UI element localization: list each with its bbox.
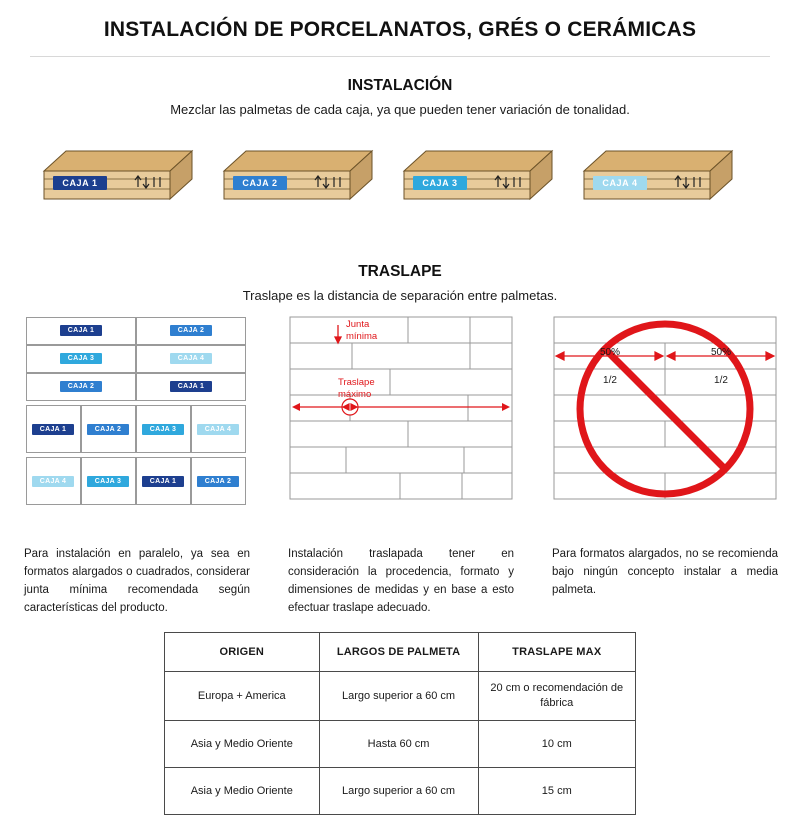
table-cell-largo: Largo superior a 60 cm <box>319 768 478 815</box>
box-label-1: CAJA 1 <box>53 176 107 190</box>
joint-min-label-line1: Junta <box>346 319 370 330</box>
table-header-traslape: TRASLAPE MAX <box>478 633 635 672</box>
tile-chip: CAJA 2 <box>60 381 102 392</box>
boxes-row <box>0 133 800 243</box>
caption-staggered: Instalación traslapada tener en consideración la procedencia, formato y dimensiones de medidas y en base a esto efectuar traslape adecuado. <box>288 548 514 614</box>
table-cell-traslape: 10 cm <box>478 721 635 768</box>
specs-table <box>164 632 636 815</box>
section-title-traslape: TRASLAPE <box>358 263 442 280</box>
page-title: INSTALACIÓN DE PORCELANATOS, GRÉS O CERÁMICAS <box>103 18 697 41</box>
caption-half-tile: Para formatos alargados, no se recomienda bajo ningún concepto instalar a media palmeta. <box>552 548 778 596</box>
table-cell-origen: Europa + America <box>165 672 320 721</box>
caption-parallel: Para instalación en paralelo, ya sea en formatos alargados o cuadrados, considerar junta mínima recomendada según características del producto. <box>24 548 250 614</box>
overlap-max-label-line2: máximo <box>338 389 372 400</box>
diagram-panels <box>0 317 800 537</box>
box-label-3: CAJA 3 <box>413 176 467 190</box>
overlap-max-label <box>338 377 375 401</box>
percent-left-label: 50% <box>599 347 620 358</box>
tile-chip: CAJA 4 <box>32 476 74 487</box>
section-subtitle-instalacion: Mezclar las palmetas de cada caja, ya que pueden tener variación de tonalidad. <box>170 102 630 117</box>
staggered-tiles-diagram <box>290 317 512 507</box>
tile-chip: CAJA 2 <box>170 325 212 336</box>
table-cell-traslape: 15 cm <box>478 768 635 815</box>
fraction-left-label: 1/2 <box>603 375 617 386</box>
carton-box-2 <box>218 133 378 233</box>
percent-right-label: 50% <box>710 347 731 358</box>
tile-chip: CAJA 1 <box>170 381 212 392</box>
box-label-4: CAJA 4 <box>593 176 647 190</box>
tile-chip: CAJA 1 <box>60 325 102 336</box>
title-divider <box>30 56 770 57</box>
table-row <box>165 721 636 768</box>
joint-min-label <box>346 319 377 343</box>
table-header-largos: LARGOS DE PALMETA <box>319 633 478 672</box>
table-header-origen: ORIGEN <box>165 633 320 672</box>
section-subtitle-traslape: Traslape es la distancia de separación entre palmetas. <box>242 288 558 303</box>
table-cell-traslape: 20 cm o recomendación de fábrica <box>478 672 635 721</box>
table-row <box>165 672 636 721</box>
tile-chip: CAJA 2 <box>197 476 239 487</box>
captions-row <box>0 545 800 637</box>
specs-table-wrapper <box>164 632 636 815</box>
half-tile-diagram <box>554 317 776 507</box>
table-cell-origen: Asia y Medio Oriente <box>165 721 320 768</box>
table-cell-largo: Largo superior a 60 cm <box>319 672 478 721</box>
tile-chip: CAJA 4 <box>197 424 239 435</box>
table-cell-origen: Asia y Medio Oriente <box>165 768 320 815</box>
tile-chip: CAJA 3 <box>60 353 102 364</box>
overlap-max-label-line1: Traslape <box>338 377 375 388</box>
panel-staggered-layout <box>290 317 512 527</box>
tile-chip: CAJA 3 <box>87 476 129 487</box>
table-row <box>165 768 636 815</box>
tile-chip: CAJA 1 <box>142 476 184 487</box>
tile-chip: CAJA 2 <box>87 424 129 435</box>
joint-min-label-line2: mínima <box>346 331 378 342</box>
carton-box-3 <box>398 133 558 233</box>
carton-box-4 <box>578 133 738 233</box>
fraction-right-label: 1/2 <box>714 375 728 386</box>
table-header-row <box>165 633 636 672</box>
section-title-instalacion: INSTALACIÓN <box>347 77 453 94</box>
tile-chip: CAJA 4 <box>170 353 212 364</box>
box-label-2: CAJA 2 <box>233 176 287 190</box>
tile-chip: CAJA 1 <box>32 424 74 435</box>
table-cell-largo: Hasta 60 cm <box>319 721 478 768</box>
panel-half-tile-forbidden <box>554 317 776 527</box>
carton-box-1 <box>38 133 198 233</box>
panel-parallel-layout <box>26 317 248 527</box>
tile-chip: CAJA 3 <box>142 424 184 435</box>
